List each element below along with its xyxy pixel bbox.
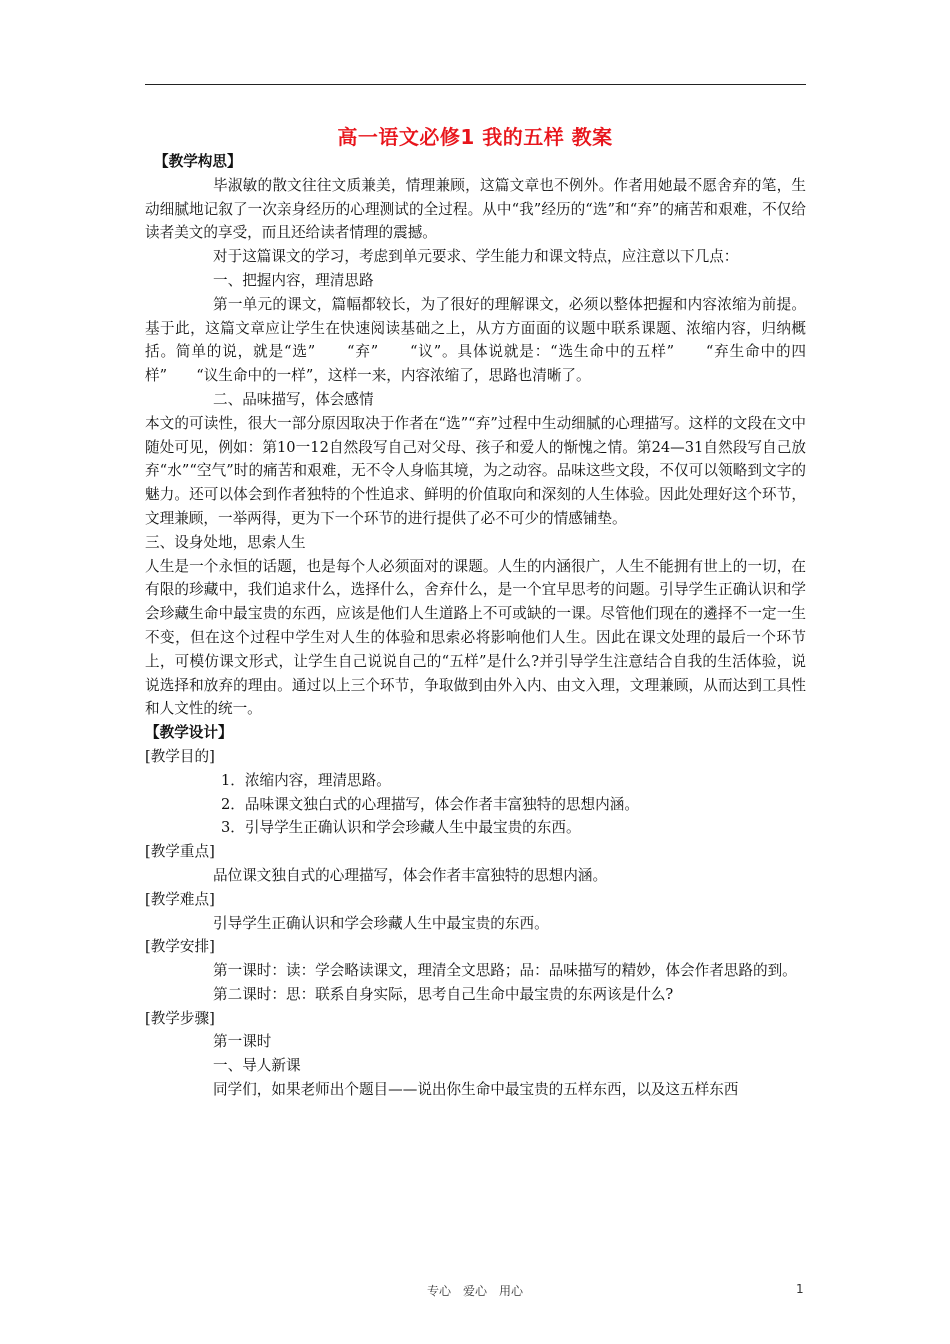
key-text: 品位课文独自式的心理描写，体会作者丰富独特的思想内涵。 [213,866,608,884]
arrangement-lesson-1: 第一课时：读：学会略读课文，理清全文思路；品：品味描写的精妙，体会作者思路的到。 [213,962,797,980]
point-heading-1: 一、把握内容，理清思路 [213,271,374,289]
page-title: 高一语文必修1 我的五样 教案 [337,125,613,149]
arrangement-heading: [教学安排] [145,938,215,956]
difficulty-text: 引导学生正确认识和学会珍藏人生中最宝贵的东西。 [213,914,549,932]
arrangement-lesson-2: 第二课时：思：联系自身实际，思考自己生命中最宝贵的东两该是什么? [213,985,674,1003]
steps-heading: [教学步骤] [145,1009,215,1027]
key-heading: [教学重点] [145,843,215,861]
paragraph-5: 人生是一个永恒的话题，也是每个人必须面对的课题。人生的内涵很广，人生不能拥有世上的一切，在有限的珍藏中，我们追求什么，选择什么，舍弃什么，是一个宜早思考的问题。引导学生正确认识和学会珍藏生命中最宝贵的东西，应该是他们人生道路上不可或缺的一课。尽管他们现在的遴择不一定一生不变，但在这个过程中学生对人生的体验和思索必将影响他们人生。因此在课文处理的最后一个环节上，可模仿课文形式，让学生自己说说自己的“五样”是什么?并引导学生注意结合自我的生活体验，说说选择和放弃的理由。通过以上三个环节，争取做到由外入内、由文入理，文理兼顾，从而达到工具性和人文性的统一。 [145,557,806,718]
section-heading-concept: 【教学构思】 [154,153,242,170]
page-footer: 专心 爱心 用心 [426,1284,523,1298]
goal-item: 3．引导学生正确认识和学会珍藏人生中最宝贵的东西。 [221,819,581,837]
paragraph-4: 本文的可读性，很大一部分原因取决于作者在“选”“弃”过程中生动细腻的心理描写。这样的文段在文中随处可见，例如：第10一12自然段写自己对父母、孩子和爱人的惭愧之情。第24—31自然段写自己放弃“水”“空气”时的痛苦和艰难，无不令人身临其境，为之动容。品味这些文段，不仅可以领略到文字的魅力。还可以体会到作者独特的个性追求、鲜明的价值取向和深刻的人生体验。因此处理好这个环节，文理兼顾，一举两得，更为下一个环节的进行提供了必不可少的情感铺垫。 [145,414,806,527]
paragraph-3: 第一单元的课文，篇幅都较长，为了很好的理解课文，必须以整体把握和内容浓缩为前提。基于此，这篇文章应让学生在快速阅读基础之上，从方方面面的议题中联系课题、浓缩内容，归纳概括。简单的说，就是“选” “弃” “议”。具体说就是：“选生命中的五样” “弃生命中的四样” “议生命中的一样”，这样一来，内容浓缩了，思路也清晰了。 [145,295,806,385]
section-heading-design: 【教学设计】 [145,724,233,742]
goal-item: 2．品味课文独白式的心理描写，体会作者丰富独特的思想内涵。 [221,795,639,813]
header-rule [145,84,806,85]
lesson-1-label: 第一课时 [213,1033,272,1051]
document-body [145,150,806,1102]
paragraph-1: 毕淑敏的散文往往文质兼美，情理兼顾，这篇文章也不例外。作者用她最不愿舍弃的笔，生动细腻地记叙了一次亲身经历的心理测试的全过程。从中“我”经历的“选”和“弃”的痛苦和艰难，不仅给读者美文的享受，而且还给读者情理的震撼。 [145,176,806,242]
goal-heading: [教学目的] [145,747,215,765]
step-1-heading: 一、导人新课 [213,1057,301,1075]
point-heading-3: 三、设身处地，思索人生 [145,533,306,551]
paragraph-2: 对于这篇课文的学习，考虑到单元要求、学生能力和课文特点，应注意以下几点： [213,248,739,266]
goal-item: 1．浓缩内容，理清思路。 [221,771,391,789]
paragraph-last: 同学们，如果老师出个题目——说出你生命中最宝贵的五样东西，以及这五样东西 [213,1081,739,1099]
page-number: 1 [796,1282,804,1296]
point-heading-2: 二、品味描写，体会感情 [213,390,374,408]
difficulty-heading: [教学难点] [145,890,215,908]
